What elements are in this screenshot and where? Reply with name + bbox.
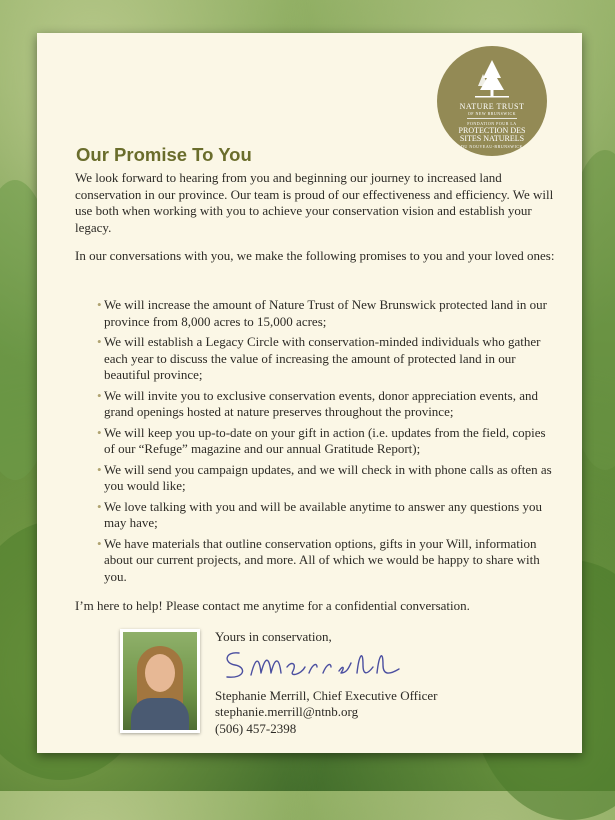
promise-text: We will send you campaign updates, and we will check in with phone calls as often as you would like; xyxy=(104,461,552,493)
promise-letter xyxy=(37,33,582,753)
promise-list xyxy=(97,297,559,589)
lead-paragraph: In our conversations with you, we make the following promises to you and your loved ones: xyxy=(75,248,555,263)
logo-name-fr-line1: PROTECTION DES xyxy=(458,126,526,135)
bullet-dot-icon: • xyxy=(97,334,102,349)
promise-text: We will increase the amount of Nature Trust of New Brunswick protected land in our province from 8,000 acres to 15,000 acres; xyxy=(104,297,548,329)
bullet-dot-icon: • xyxy=(97,297,102,312)
bullet-dot-icon: • xyxy=(97,498,102,514)
portrait-face xyxy=(145,654,175,692)
signer-phone: (506) 457-2398 xyxy=(215,720,297,736)
logo-subtitle-fr: FONDATION POUR LA xyxy=(467,121,517,126)
promise-item xyxy=(97,297,559,330)
logo-region-fr: DU NOUVEAU-BRUNSWICK xyxy=(461,144,523,149)
tree-logo-icon xyxy=(475,60,509,100)
closing-line: Yours in conservation, xyxy=(215,629,332,644)
promise-item xyxy=(97,499,559,532)
nature-trust-logo xyxy=(437,46,547,156)
intro-paragraph: We look forward to hearing from you and beginning our journey to increased land conservation in our province. Our team is proud of our effectiveness and efficiency. We will use both when working with you to achieve your conservation vision and establish your legacy. xyxy=(75,170,554,235)
promise-text: We love talking with you and will be available anytime to answer any questions you may have; xyxy=(104,498,542,530)
logo-name-en: NATURE TRUST xyxy=(459,102,525,111)
bullet-dot-icon: • xyxy=(97,387,102,403)
bullet-dot-icon: • xyxy=(97,535,102,551)
ceo-portrait xyxy=(120,629,200,733)
page-title: Our Promise To You xyxy=(76,144,252,165)
help-paragraph: I’m here to help! Please contact me anytime for a confidential conversation. xyxy=(75,598,470,613)
promise-text: We will establish a Legacy Circle with conservation-minded individuals who gather each year to discuss the value of increasing the amount of protected land in our beautiful province; xyxy=(104,334,541,382)
bullet-dot-icon: • xyxy=(97,461,102,477)
bullet-dot-icon: • xyxy=(97,424,102,440)
promise-item xyxy=(97,334,559,384)
logo-divider xyxy=(467,118,517,119)
promise-item xyxy=(97,462,559,495)
promise-item xyxy=(97,388,559,421)
logo-name-fr xyxy=(437,127,547,143)
signer-name: Stephanie Merrill, Chief Executive Officer xyxy=(215,687,438,703)
signer-email[interactable]: stephanie.merrill@ntnb.org xyxy=(215,704,359,719)
promise-text: We have materials that outline conservation options, gifts in your Will, information about our current projects, and more. All of which we would be happy to share with you. xyxy=(104,535,540,584)
handwritten-signature xyxy=(217,645,407,685)
logo-subtitle-en: OF NEW BRUNSWICK xyxy=(467,111,517,116)
promise-text: We will invite you to exclusive conservation events, donor appreciation events, and grand openings hosted at nature preserves throughout the province; xyxy=(104,387,538,419)
logo-name-fr-line2: SITES NATURELS xyxy=(459,134,525,143)
promise-item xyxy=(97,425,559,458)
portrait-image xyxy=(123,632,197,730)
portrait-body xyxy=(131,698,189,730)
promise-item xyxy=(97,536,559,586)
promise-text: We will keep you up-to-date on your gift in action (i.e. updates from the field, copies of our “Refuge” magazine and our annual Gratitude Report); xyxy=(104,424,546,456)
